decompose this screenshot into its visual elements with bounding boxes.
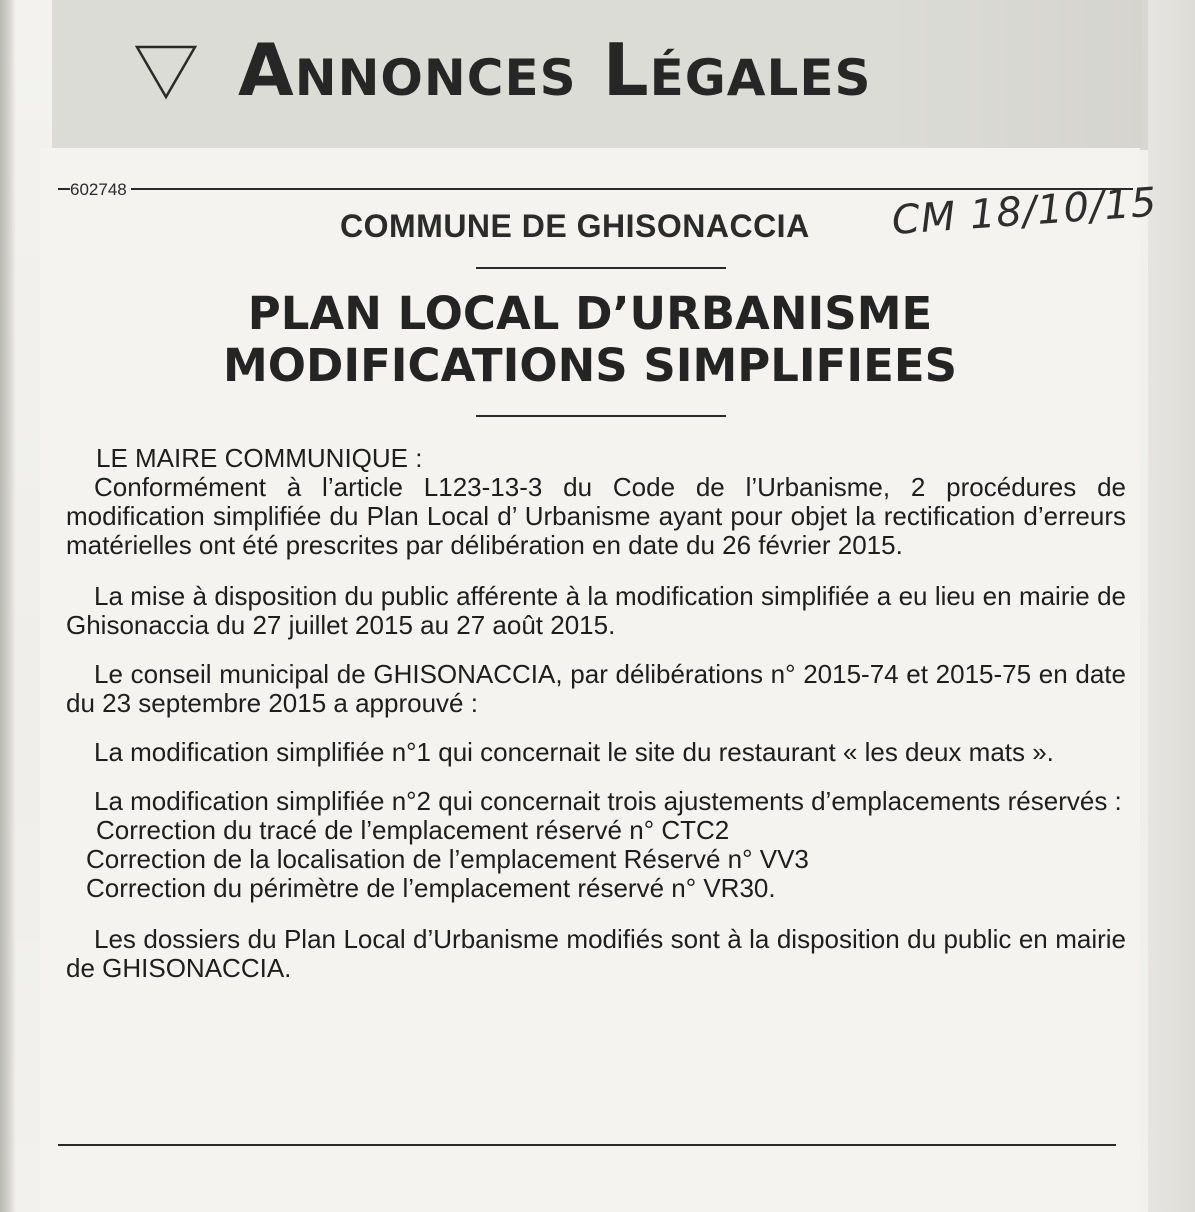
correction-item: Correction du tracé de l’emplacement réservé n° CTC2	[96, 815, 730, 845]
triangle-down-outline-icon	[134, 44, 198, 100]
divider-rule	[476, 415, 726, 417]
paragraph: Conformément à l’article L123-13-3 du Code de l’Urbanisme, 2 procédures de modification simplifiée du Plan Local d’ Urbanisme ayant pour objet la rectification d’erreurs matérielles ont été prescrites par délibération en date du 26 février 2015.	[66, 472, 1126, 560]
legal-notice	[40, 148, 1159, 1212]
reference-number: 602748	[70, 180, 131, 200]
notice-body	[66, 444, 1126, 1003]
notice-title-line-1: PLAN LOCAL D’URBANISME	[247, 287, 933, 340]
bottom-rule	[58, 1144, 1116, 1146]
paragraph: Le conseil municipal de GHISONACCIA, par délibérations n° 2015-74 et 2015-75 en date du 23 septembre 2015 a approuvé :	[66, 659, 1126, 718]
paragraph: La modification simplifiée n°2 qui concernait trois ajustements d’emplacements réservés :	[94, 786, 1122, 816]
scan-edge	[0, 0, 16, 1212]
correction-item: Correction de la localisation de l’emplacement Réservé n° VV3	[86, 844, 809, 874]
paragraph: La mise à disposition du public afférente à la modification simplifiée a eu lieu en mairie de Ghisonaccia du 27 juillet 2015 au 27 août 2015.	[66, 581, 1126, 640]
section-title: Annonces Légales	[238, 28, 872, 112]
handwritten-note: CM 18/10/15	[890, 179, 1159, 244]
paragraph: La modification simplifiée n°1 qui concernait le site du restaurant « les deux mats ».	[94, 737, 1054, 767]
divider-rule	[476, 267, 726, 269]
correction-item: Correction du périmètre de l’emplacement réservé n° VR30.	[86, 873, 776, 903]
notice-title	[40, 288, 1140, 392]
intro-line: LE MAIRE COMMUNIQUE :	[96, 443, 423, 473]
closing-paragraph: Les dossiers du Plan Local d’Urbanisme modifiés sont à la disposition du public en mairie de GHISONACCIA.	[66, 924, 1126, 983]
commune-name: COMMUNE DE GHISONACCIA	[340, 208, 810, 244]
top-rule	[58, 188, 1133, 190]
header-shadow	[872, 0, 1192, 150]
notice-title-line-2: MODIFICATIONS SIMPLIFIEES	[222, 339, 958, 392]
